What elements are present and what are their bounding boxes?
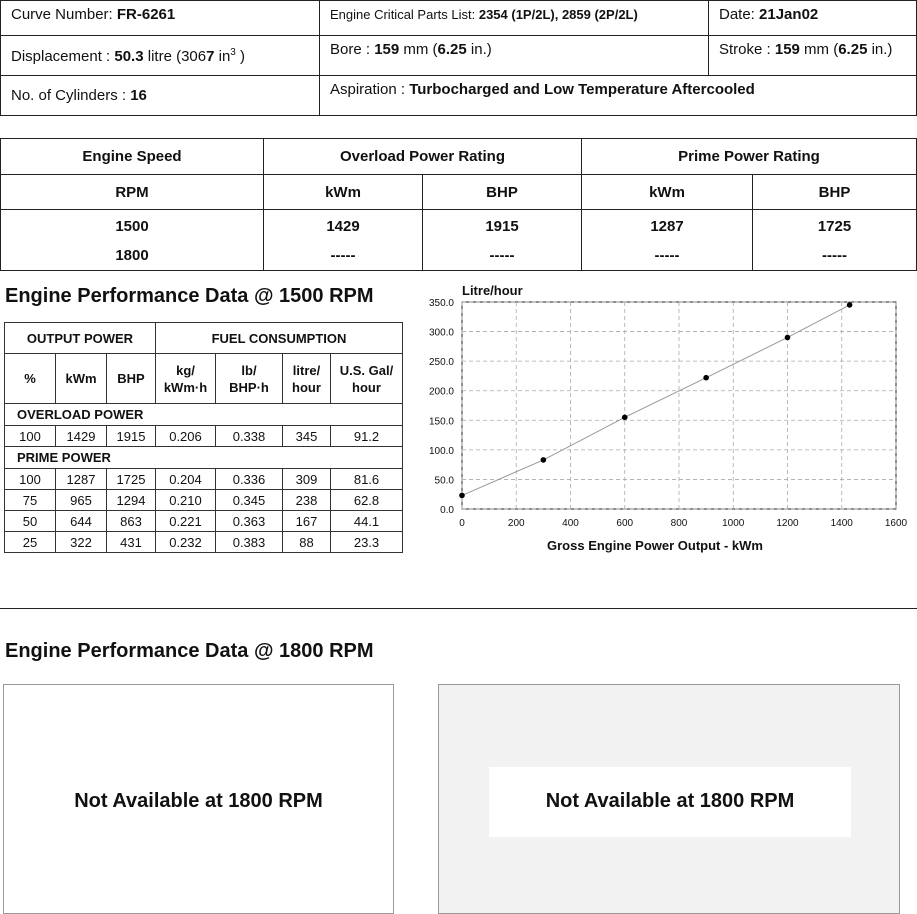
kwm-col: kWm (56, 354, 107, 404)
pct-col: % (5, 354, 56, 404)
displacement-cell: Displacement : 50.3 litre (3067 $in^3$ ) (1, 36, 320, 76)
x-tick-label: 1000 (722, 518, 745, 529)
y-tick-label: 300.0 (428, 327, 454, 339)
overload-kwm-value: 1429 (264, 210, 423, 242)
x-tick-label: 1400 (830, 518, 853, 529)
bhp-col: BHP (107, 354, 156, 404)
parts-list-cell: Engine Critical Parts List: 2354 (1P/2L), 2859 (2P/2L) (320, 1, 709, 36)
na-panel-left (3, 684, 394, 914)
rpm-value: 1500 (1, 210, 264, 242)
fuel-consumption-chart (410, 275, 917, 565)
output-power-header: OUTPUT POWER (5, 323, 156, 354)
table-row: 25 322 431 0.232 0.383 88 23.3 (5, 532, 403, 553)
rpm-unit: RPM (1, 175, 264, 210)
section-divider (0, 608, 917, 609)
prime-bhp-unit: BHP (753, 175, 917, 210)
x-tick-label: 600 (616, 518, 634, 529)
table-row (1, 210, 917, 242)
y-tick-label: 50.0 (434, 475, 454, 487)
date-cell: Date: 21Jan02 (709, 1, 917, 36)
data-point (622, 415, 628, 421)
prime-bhp-value: ----- (753, 241, 917, 271)
table-row: 50 644 863 0.221 0.363 167 44.1 (5, 511, 403, 532)
data-point (459, 493, 465, 499)
na-panel-right (438, 684, 900, 914)
y-tick-label: 0.0 (440, 505, 454, 516)
curve-number-cell: Curve Number: FR-6261 (1, 1, 320, 36)
prime-bhp-value: 1725 (753, 210, 917, 242)
y-axis-label: Litre/hour (462, 283, 523, 298)
data-point (785, 335, 791, 341)
bore-cell: Bore : 159 mm (6.25 in.) (320, 36, 709, 76)
overload-bhp-unit: BHP (423, 175, 582, 210)
table-row: 75 965 1294 0.210 0.345 238 62.8 (5, 490, 403, 511)
aspiration-cell: Aspiration : Turbocharged and Low Temperature Aftercooled (320, 76, 917, 116)
overload-kwm-unit: kWm (264, 175, 423, 210)
prime-kwm-value: ----- (582, 241, 753, 271)
x-tick-label: 1600 (884, 518, 908, 529)
overload-bhp-value: 1915 (423, 210, 582, 242)
kg-col: kg/ kWm·h (156, 354, 216, 404)
prime-rating-header: Prime Power Rating (582, 139, 917, 175)
na-text-right: Not Available at 1800 RPM (545, 790, 795, 812)
fuel-consumption-header: FUEL CONSUMPTION (156, 323, 403, 354)
y-tick-label: 150.0 (428, 416, 454, 428)
stroke-cell: Stroke : 159 mm (6.25 in.) (709, 36, 917, 76)
engine-speed-header: Engine Speed (1, 139, 264, 175)
x-axis-label: Gross Engine Power Output - kWm (547, 538, 763, 553)
overload-section: OVERLOAD POWER (5, 404, 403, 426)
table-row (1, 241, 917, 271)
table-row: 100 1287 1725 0.204 0.336 309 81.6 (5, 469, 403, 490)
prime-kwm-unit: kWm (582, 175, 753, 210)
data-point (847, 302, 853, 308)
litre-col: litre/ hour (283, 354, 331, 404)
performance-table-1500 (4, 322, 403, 553)
lb-col: lb/ BHP·h (216, 354, 283, 404)
overload-rating-header: Overload Power Rating (264, 139, 582, 175)
y-tick-label: 250.0 (428, 357, 454, 369)
overload-kwm-value: ----- (264, 241, 423, 271)
prime-section: PRIME POWER (5, 447, 403, 469)
x-tick-label: 0 (459, 518, 465, 529)
na-text-left: Not Available at 1800 RPM (74, 790, 323, 812)
y-tick-label: 350.0 (428, 298, 454, 309)
perf-1500-title: Engine Performance Data @ 1500 RPM (5, 285, 374, 307)
x-tick-label: 1200 (776, 518, 799, 529)
rpm-value: 1800 (1, 241, 264, 271)
table-row: 100 1429 1915 0.206 0.338 345 91.2 (5, 426, 403, 447)
power-rating-table (0, 138, 917, 271)
x-tick-label: 200 (507, 518, 525, 529)
prime-kwm-value: 1287 (582, 210, 753, 242)
overload-bhp-value: ----- (423, 241, 582, 271)
perf-1800-title: Engine Performance Data @ 1800 RPM (5, 640, 374, 662)
y-tick-label: 200.0 (428, 386, 454, 398)
x-tick-label: 800 (670, 518, 688, 529)
engine-info-table (0, 0, 917, 116)
cylinders-cell: No. of Cylinders : 16 (1, 76, 320, 116)
x-tick-label: 400 (562, 518, 579, 529)
data-point (703, 375, 709, 381)
usgal-col: U.S. Gal/ hour (331, 354, 403, 404)
y-tick-label: 100.0 (428, 445, 454, 457)
data-point (541, 457, 547, 463)
